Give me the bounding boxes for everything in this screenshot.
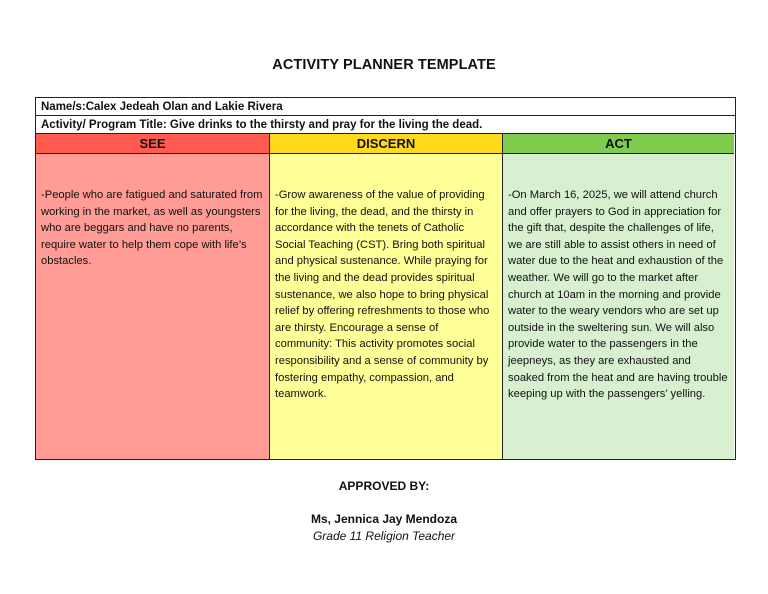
see-body: -People who are fatigued and saturated from working in the market, as well as youngsters who are beggars and have no parents, require water to help them cope with life’s obstacles. [36, 154, 269, 459]
act-header: ACT [503, 134, 734, 154]
columns-row [36, 134, 735, 459]
act-column [502, 134, 734, 459]
discern-column [269, 134, 502, 459]
document-title: ACTIVITY PLANNER TEMPLATE [272, 57, 496, 73]
approver-role: Grade 11 Religion Teacher [312, 529, 456, 543]
approved-by-label: APPROVED BY: [338, 479, 430, 493]
discern-header: DISCERN [270, 134, 502, 154]
approver-name: Ms, Jennica Jay Mendoza [310, 512, 458, 526]
activity-title-row: Activity/ Program Title: Give drinks to the thirsty and pray for the living the dead. [36, 116, 735, 134]
act-body: -On March 16, 2025, we will attend church and offer prayers to God in appreciation for the gift that, despite the challenges of life, we are still able to assist others in need of water due to the heat and exhaustion of the weather. We will go to the market after church at 10am in the morning and provide water to the weary vendors who are set up outside in the sweltering sun. We will also provide water to the passengers in the jeepneys, as they are exhausted and soaked from the heat and are having trouble keeping up with the passengers’ yelling. [503, 154, 734, 459]
see-header: SEE [36, 134, 269, 154]
names-row: Name/s:Calex Jedeah Olan and Lakie Rivera [36, 98, 735, 116]
discern-body: -Grow awareness of the value of providing for the living, the dead, and the thirsty in accordance with the tenets of Catholic Social Teaching (CST). Bring both spiritual and physical sustenance. While praying for the living and the dead provides spiritual sustenance, we also hope to bring physical relief by offering refreshments to those who are thirsty. Encourage a sense of community: This activity promotes social responsibility and a sense of community by fostering empathy, compassion, and teamwork. [270, 154, 502, 459]
see-column [36, 134, 269, 459]
activity-planner-table [35, 97, 736, 460]
